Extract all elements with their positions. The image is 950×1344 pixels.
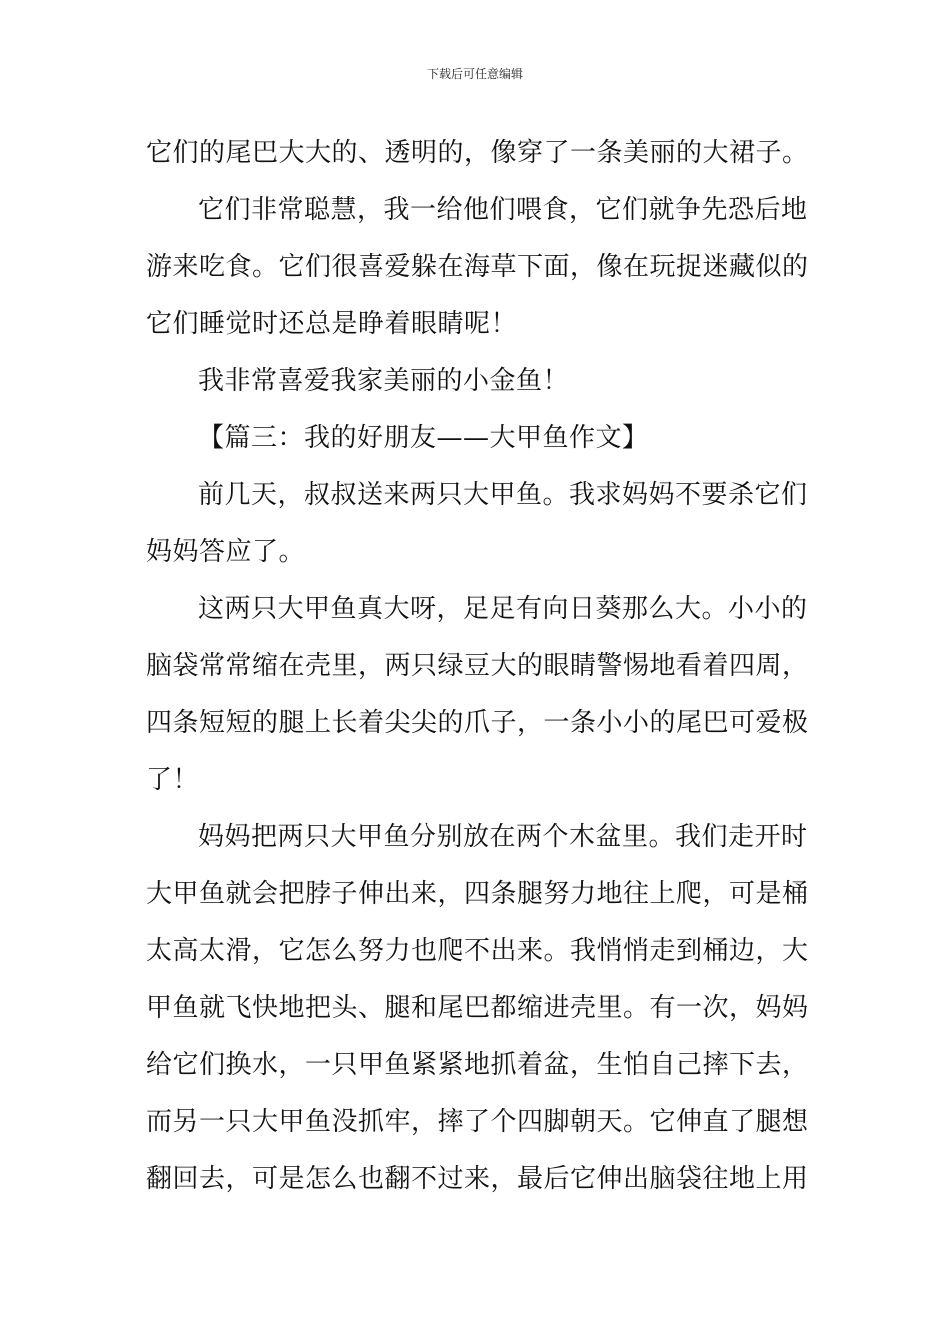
text-line: 游来吃食。它们很喜爱躲在海草下面，像在玩捉迷藏似的 [146,252,809,282]
text-line: 它们的尾巴大大的、透明的，像穿了一条美丽的大裙子。 [146,138,809,168]
text-line: 甲鱼就飞快地把头、腿和尾巴都缩进壳里。有一次，妈妈 [146,993,809,1023]
text-line: 妈妈把两只大甲鱼分别放在两个木盆里。我们走开时 [198,822,808,852]
text-line: 这两只大甲鱼真大呀，足足有向日葵那么大。小小的 [198,594,808,624]
text-line: 而另一只大甲鱼没抓牢，摔了个四脚朝天。它伸直了腿想 [146,1107,809,1137]
text-line: 了！ [146,765,200,795]
text-line: 我非常喜爱我家美丽的小金鱼！ [198,366,570,396]
page-header-note: 下载后可任意编辑 [426,67,523,81]
text-line: 前几天，叔叔送来两只大甲鱼。我求妈妈不要杀它们 [198,480,808,510]
text-line: 给它们换水，一只甲鱼紧紧地抓着盆，生怕自己摔下去， [146,1050,809,1080]
text-line: 翻回去，可是怎么也翻不过来，最后它伸出脑袋往地上用 [146,1164,809,1194]
text-line: 大甲鱼就会把脖子伸出来，四条腿努力地往上爬，可是桶 [146,879,809,909]
text-line: 它们非常聪慧，我一给他们喂食，它们就争先恐后地 [198,195,808,225]
text-line: 妈妈答应了。 [146,537,306,567]
text-line: 四条短短的腿上长着尖尖的爪子，一条小小的尾巴可爱极 [146,708,809,738]
text-line: 它们睡觉时还总是睁着眼睛呢！ [146,309,518,339]
text-line: 脑袋常常缩在壳里，两只绿豆大的眼睛警惕地看着四周， [146,651,809,681]
section-heading: 【篇三：我的好朋友——大甲鱼作文】 [198,423,649,453]
document-body [146,125,826,1208]
text-line: 太高太滑，它怎么努力也爬不出来。我悄悄走到桶边，大 [146,936,809,966]
